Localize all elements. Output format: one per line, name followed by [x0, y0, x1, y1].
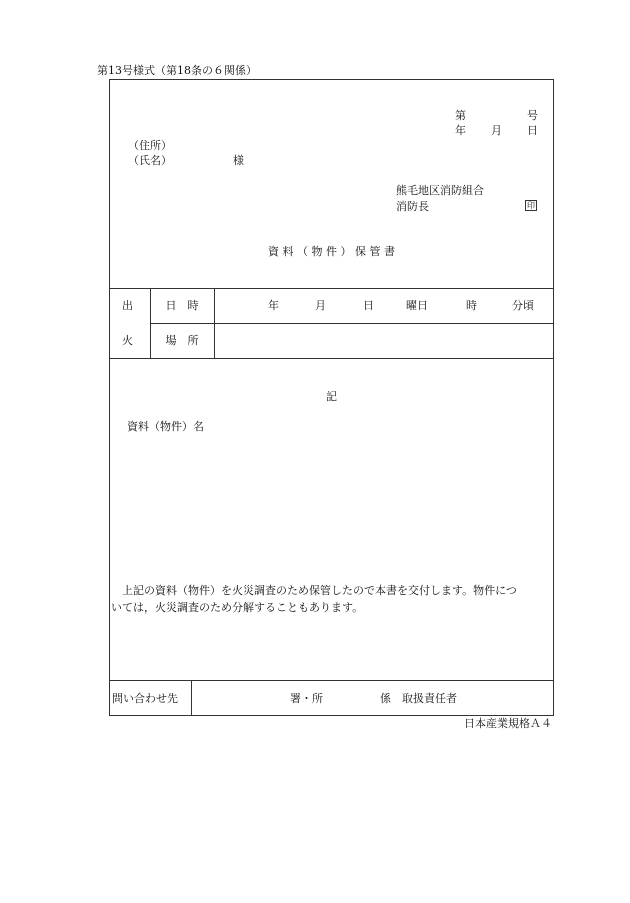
divider: [214, 288, 215, 358]
form-number: 第13号様式（第18条の６関係）: [97, 64, 257, 77]
number-prefix: 第: [455, 109, 466, 122]
divider: [109, 288, 554, 289]
document-title: 資 料 （ 物 件 ） 保 管 書: [268, 245, 395, 258]
divider: [109, 680, 554, 681]
fire-group-label: 火: [122, 334, 133, 347]
divider: [191, 680, 192, 716]
contact-section: 係: [380, 692, 391, 705]
datetime-unit: 日: [363, 299, 374, 312]
datetime-label: 日 時: [165, 299, 199, 312]
issuer-title: 消防長: [396, 200, 429, 213]
seal-mark: 印: [527, 201, 535, 210]
issuer-org: 熊毛地区消防組合: [396, 184, 484, 197]
note-heading: 記: [326, 390, 337, 403]
datetime-unit: 曜日: [406, 299, 428, 312]
honorific: 様: [233, 154, 244, 167]
datetime-unit: 年: [268, 299, 279, 312]
number-suffix: 号: [527, 109, 538, 122]
statement-line-1: 上記の資料（物件）を火災調査のため保管したので本書を交付します。物件につ: [122, 584, 517, 597]
address-label: （住所）: [128, 139, 172, 152]
item-label: 資料（物件）名: [127, 420, 204, 433]
divider: [150, 323, 554, 324]
datetime-unit: 月: [315, 299, 326, 312]
name-label: （氏名）: [128, 154, 172, 167]
month-label: 月: [491, 124, 502, 137]
paper-size: 日本産業規格Ａ４: [464, 717, 552, 730]
datetime-unit: 時: [466, 299, 477, 312]
place-label: 場 所: [165, 334, 199, 347]
year-label: 年: [455, 124, 466, 137]
fire-group-label: 出: [122, 299, 133, 312]
datetime-unit: 分頃: [512, 299, 534, 312]
day-label: 日: [527, 124, 538, 137]
contact-label: 問い合わせ先: [112, 692, 178, 705]
statement-line-2: いては，火災調査のため分解することもあります。: [111, 601, 364, 614]
divider: [109, 358, 554, 359]
contact-office: 署・所: [290, 692, 323, 705]
contact-officer: 取扱責任者: [402, 692, 457, 705]
